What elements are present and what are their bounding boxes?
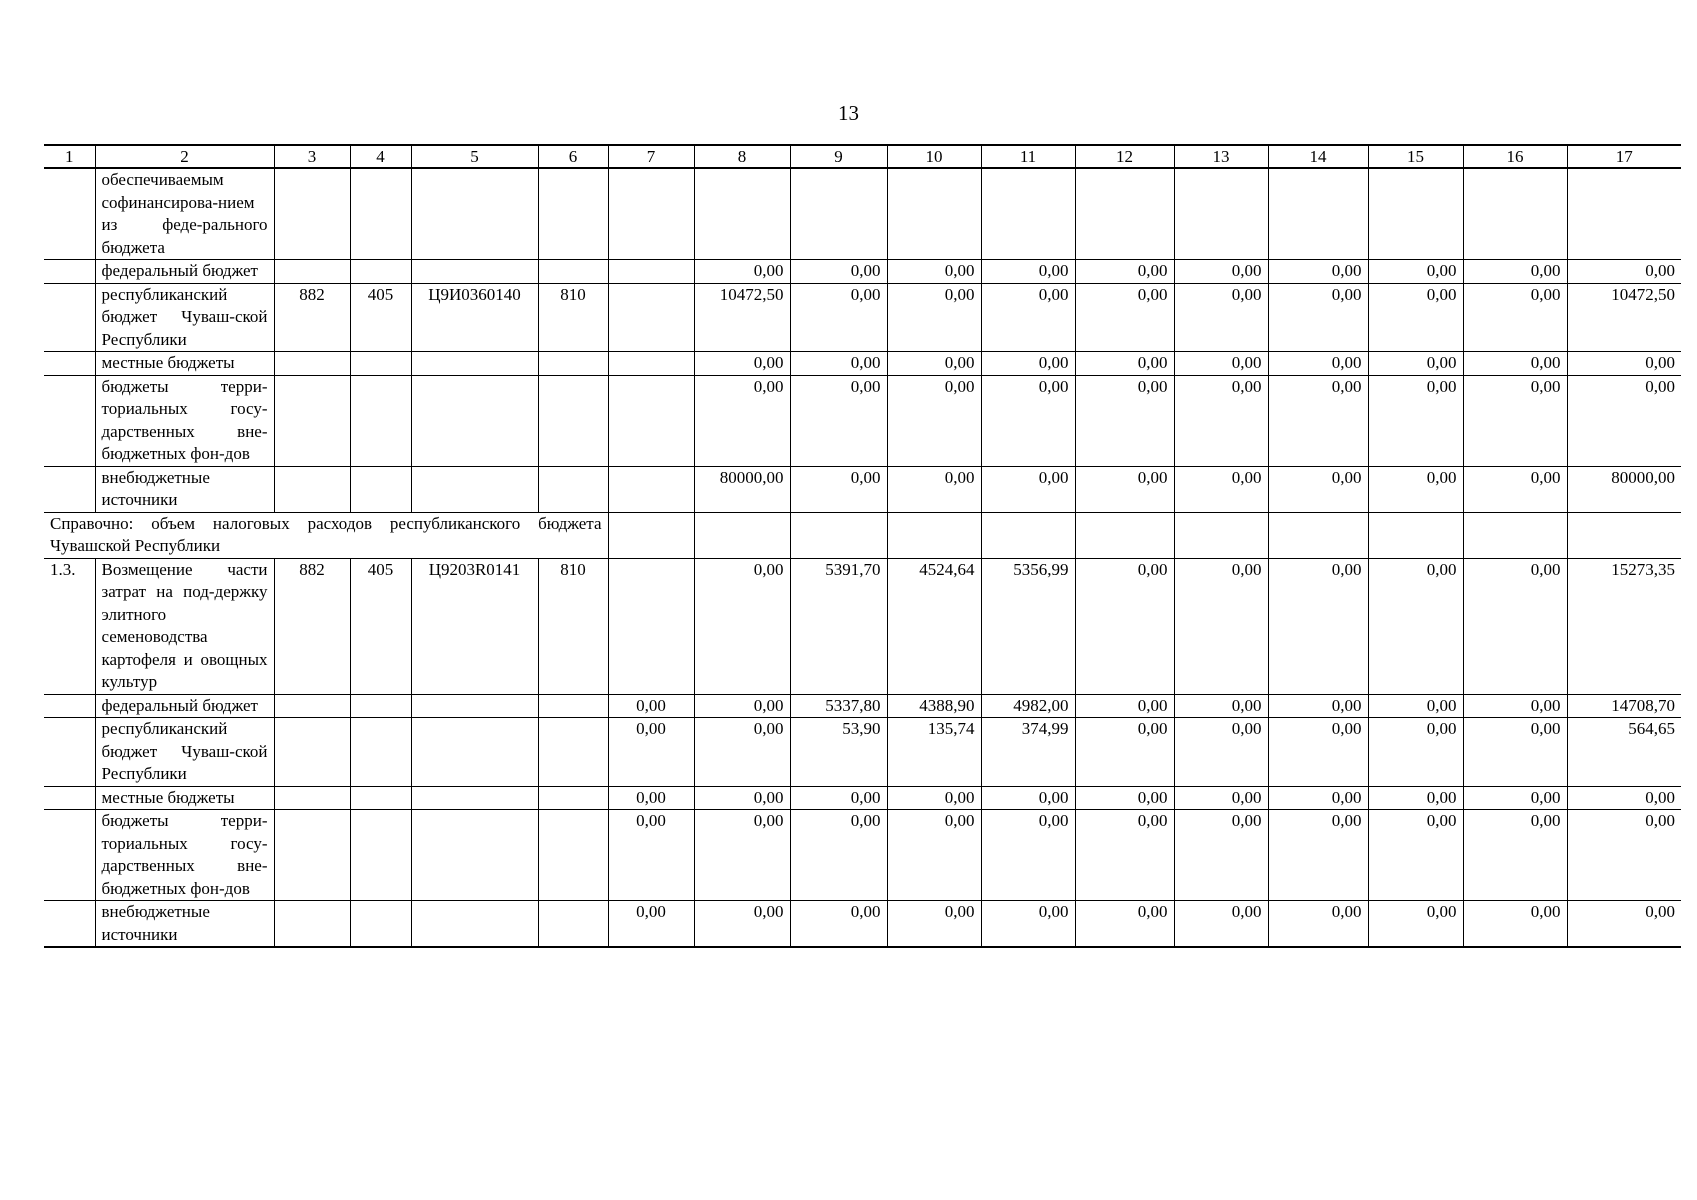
code-cell xyxy=(350,352,411,376)
value-cell: 0,00 xyxy=(1268,352,1368,376)
row-index-cell xyxy=(44,352,95,376)
value-cell: 0,00 xyxy=(608,786,694,810)
code-cell xyxy=(350,810,411,901)
value-cell: 0,00 xyxy=(981,352,1075,376)
value-cell: 0,00 xyxy=(1075,375,1174,466)
column-number-cell: 6 xyxy=(538,145,608,168)
value-cell xyxy=(1268,512,1368,558)
value-cell: 0,00 xyxy=(1463,375,1567,466)
value-cell: 0,00 xyxy=(1368,558,1463,694)
code-cell xyxy=(538,375,608,466)
row-index-cell xyxy=(44,718,95,787)
column-number-cell: 3 xyxy=(274,145,350,168)
value-cell: 4388,90 xyxy=(887,694,981,718)
value-cell xyxy=(1567,168,1681,260)
table-row xyxy=(44,283,1681,352)
value-cell xyxy=(887,512,981,558)
value-cell: 0,00 xyxy=(790,352,887,376)
row-description-cell: федеральный бюджет xyxy=(95,694,274,718)
value-cell: 0,00 xyxy=(1268,466,1368,512)
value-cell: 0,00 xyxy=(608,694,694,718)
value-cell: 0,00 xyxy=(887,901,981,948)
value-cell: 0,00 xyxy=(1174,466,1268,512)
value-cell: 0,00 xyxy=(887,375,981,466)
row-index-cell xyxy=(44,810,95,901)
code-cell: 882 xyxy=(274,283,350,352)
value-cell: 10472,50 xyxy=(1567,283,1681,352)
value-cell: 0,00 xyxy=(694,352,790,376)
reference-row xyxy=(44,512,1681,558)
code-cell xyxy=(538,901,608,948)
code-cell: Ц9И0360140 xyxy=(411,283,538,352)
value-cell: 0,00 xyxy=(1567,901,1681,948)
value-cell xyxy=(1268,168,1368,260)
value-cell xyxy=(608,352,694,376)
value-cell: 0,00 xyxy=(1075,901,1174,948)
value-cell: 0,00 xyxy=(1075,810,1174,901)
row-index-cell xyxy=(44,786,95,810)
column-number-cell: 15 xyxy=(1368,145,1463,168)
value-cell: 0,00 xyxy=(1368,694,1463,718)
value-cell: 0,00 xyxy=(981,260,1075,284)
value-cell xyxy=(790,168,887,260)
row-index-cell xyxy=(44,168,95,260)
value-cell: 0,00 xyxy=(1368,901,1463,948)
row-description-cell: федеральный бюджет xyxy=(95,260,274,284)
code-cell xyxy=(274,375,350,466)
value-cell: 0,00 xyxy=(1174,375,1268,466)
row-description-cell: бюджеты терри-ториальных госу-дарственных вне-бюджетных фон-дов xyxy=(95,810,274,901)
row-index-cell xyxy=(44,260,95,284)
value-cell: 0,00 xyxy=(1075,260,1174,284)
code-cell xyxy=(411,352,538,376)
value-cell: 564,65 xyxy=(1567,718,1681,787)
code-cell xyxy=(274,168,350,260)
value-cell: 0,00 xyxy=(1463,786,1567,810)
column-number-cell: 12 xyxy=(1075,145,1174,168)
code-cell xyxy=(274,352,350,376)
code-cell xyxy=(350,466,411,512)
value-cell: 0,00 xyxy=(887,786,981,810)
code-cell xyxy=(538,352,608,376)
value-cell: 0,00 xyxy=(1567,810,1681,901)
table-row xyxy=(44,375,1681,466)
value-cell xyxy=(790,512,887,558)
code-cell xyxy=(411,694,538,718)
value-cell xyxy=(608,512,694,558)
value-cell: 0,00 xyxy=(1268,810,1368,901)
value-cell: 0,00 xyxy=(1075,352,1174,376)
value-cell: 10472,50 xyxy=(694,283,790,352)
value-cell xyxy=(887,168,981,260)
code-cell xyxy=(411,375,538,466)
value-cell: 0,00 xyxy=(1268,558,1368,694)
code-cell xyxy=(274,260,350,284)
value-cell: 0,00 xyxy=(1174,901,1268,948)
column-number-cell: 17 xyxy=(1567,145,1681,168)
value-cell xyxy=(1463,168,1567,260)
code-cell xyxy=(274,694,350,718)
value-cell: 0,00 xyxy=(1368,718,1463,787)
value-cell xyxy=(1174,168,1268,260)
code-cell xyxy=(274,901,350,948)
value-cell: 0,00 xyxy=(1174,352,1268,376)
code-cell xyxy=(411,168,538,260)
table-row xyxy=(44,810,1681,901)
value-cell: 0,00 xyxy=(1075,694,1174,718)
value-cell: 0,00 xyxy=(981,466,1075,512)
code-cell xyxy=(350,260,411,284)
code-cell xyxy=(274,786,350,810)
value-cell: 0,00 xyxy=(1463,718,1567,787)
value-cell: 0,00 xyxy=(1368,352,1463,376)
value-cell: 14708,70 xyxy=(1567,694,1681,718)
value-cell xyxy=(608,375,694,466)
row-description-cell: республиканский бюджет Чуваш-ской Республики xyxy=(95,718,274,787)
table-row xyxy=(44,694,1681,718)
value-cell: 0,00 xyxy=(694,558,790,694)
value-cell: 0,00 xyxy=(1075,283,1174,352)
code-cell: 882 xyxy=(274,558,350,694)
column-number-row xyxy=(44,145,1681,168)
value-cell: 0,00 xyxy=(981,375,1075,466)
value-cell: 0,00 xyxy=(1368,260,1463,284)
value-cell: 0,00 xyxy=(1174,718,1268,787)
value-cell: 0,00 xyxy=(1463,558,1567,694)
value-cell: 0,00 xyxy=(887,283,981,352)
value-cell: 0,00 xyxy=(1463,260,1567,284)
row-index-cell xyxy=(44,901,95,948)
value-cell: 0,00 xyxy=(887,352,981,376)
value-cell: 15273,35 xyxy=(1567,558,1681,694)
code-cell xyxy=(538,466,608,512)
value-cell xyxy=(694,512,790,558)
value-cell: 0,00 xyxy=(1567,260,1681,284)
value-cell: 0,00 xyxy=(790,283,887,352)
code-cell xyxy=(274,466,350,512)
value-cell: 4982,00 xyxy=(981,694,1075,718)
column-number-cell: 10 xyxy=(887,145,981,168)
table-row xyxy=(44,901,1681,948)
code-cell xyxy=(274,810,350,901)
table-row xyxy=(44,260,1681,284)
value-cell: 0,00 xyxy=(1268,694,1368,718)
row-description-cell: местные бюджеты xyxy=(95,352,274,376)
value-cell: 0,00 xyxy=(694,375,790,466)
value-cell: 0,00 xyxy=(608,810,694,901)
table-row xyxy=(44,718,1681,787)
value-cell: 0,00 xyxy=(887,810,981,901)
value-cell: 0,00 xyxy=(694,901,790,948)
value-cell: 0,00 xyxy=(1268,901,1368,948)
value-cell: 0,00 xyxy=(1463,810,1567,901)
column-number-cell: 9 xyxy=(790,145,887,168)
value-cell: 0,00 xyxy=(694,694,790,718)
row-description-cell: бюджеты терри-ториальных госу-дарственных вне-бюджетных фон-дов xyxy=(95,375,274,466)
value-cell: 0,00 xyxy=(1567,375,1681,466)
value-cell: 5337,80 xyxy=(790,694,887,718)
value-cell: 0,00 xyxy=(790,786,887,810)
value-cell: 0,00 xyxy=(1268,283,1368,352)
value-cell: 5391,70 xyxy=(790,558,887,694)
value-cell: 0,00 xyxy=(790,260,887,284)
value-cell: 0,00 xyxy=(1463,283,1567,352)
code-cell: Ц9203R0141 xyxy=(411,558,538,694)
row-index-cell xyxy=(44,375,95,466)
code-cell xyxy=(411,466,538,512)
value-cell: 0,00 xyxy=(1368,786,1463,810)
value-cell: 0,00 xyxy=(1174,283,1268,352)
value-cell: 0,00 xyxy=(694,718,790,787)
value-cell: 0,00 xyxy=(1174,260,1268,284)
value-cell: 0,00 xyxy=(981,786,1075,810)
reference-text-cell: Справочно: объем налоговых расходов республиканского бюджета Чувашской Республики xyxy=(44,512,608,558)
value-cell: 0,00 xyxy=(608,901,694,948)
value-cell: 0,00 xyxy=(1174,786,1268,810)
code-cell xyxy=(350,168,411,260)
value-cell: 0,00 xyxy=(790,810,887,901)
code-cell xyxy=(350,718,411,787)
value-cell: 0,00 xyxy=(1075,466,1174,512)
value-cell xyxy=(694,168,790,260)
value-cell: 0,00 xyxy=(1567,352,1681,376)
code-cell xyxy=(411,260,538,284)
value-cell: 0,00 xyxy=(887,260,981,284)
column-number-cell: 1 xyxy=(44,145,95,168)
value-cell xyxy=(1463,512,1567,558)
code-cell xyxy=(350,901,411,948)
value-cell xyxy=(1075,168,1174,260)
code-cell xyxy=(538,810,608,901)
value-cell xyxy=(608,283,694,352)
code-cell: 405 xyxy=(350,558,411,694)
value-cell xyxy=(1368,168,1463,260)
value-cell xyxy=(1567,512,1681,558)
value-cell: 0,00 xyxy=(1268,260,1368,284)
column-number-cell: 16 xyxy=(1463,145,1567,168)
row-description-cell: внебюджетные источники xyxy=(95,466,274,512)
code-cell xyxy=(538,260,608,284)
value-cell: 80000,00 xyxy=(694,466,790,512)
code-cell xyxy=(350,375,411,466)
value-cell: 374,99 xyxy=(981,718,1075,787)
value-cell: 0,00 xyxy=(1368,810,1463,901)
value-cell: 0,00 xyxy=(1075,558,1174,694)
row-description-cell: Возмещение части затрат на под-держку элитного семеноводства картофеля и овощных культур xyxy=(95,558,274,694)
value-cell: 0,00 xyxy=(1075,786,1174,810)
value-cell: 0,00 xyxy=(1368,466,1463,512)
row-description-cell: внебюджетные источники xyxy=(95,901,274,948)
value-cell: 0,00 xyxy=(1174,694,1268,718)
code-cell xyxy=(350,786,411,810)
code-cell xyxy=(538,786,608,810)
value-cell: 0,00 xyxy=(1463,466,1567,512)
value-cell: 0,00 xyxy=(1268,718,1368,787)
table-row xyxy=(44,352,1681,376)
row-index-cell xyxy=(44,694,95,718)
value-cell: 0,00 xyxy=(1463,694,1567,718)
column-number-cell: 14 xyxy=(1268,145,1368,168)
value-cell: 0,00 xyxy=(1368,375,1463,466)
code-cell xyxy=(411,786,538,810)
code-cell xyxy=(274,718,350,787)
value-cell: 0,00 xyxy=(790,901,887,948)
value-cell xyxy=(608,260,694,284)
value-cell: 0,00 xyxy=(1368,283,1463,352)
column-number-cell: 8 xyxy=(694,145,790,168)
value-cell: 0,00 xyxy=(790,466,887,512)
value-cell xyxy=(981,512,1075,558)
value-cell xyxy=(981,168,1075,260)
value-cell: 5356,99 xyxy=(981,558,1075,694)
column-number-cell: 5 xyxy=(411,145,538,168)
column-number-cell: 2 xyxy=(95,145,274,168)
value-cell xyxy=(1174,512,1268,558)
value-cell: 0,00 xyxy=(1463,352,1567,376)
value-cell: 0,00 xyxy=(1174,558,1268,694)
value-cell: 0,00 xyxy=(694,810,790,901)
value-cell: 0,00 xyxy=(694,260,790,284)
column-number-cell: 13 xyxy=(1174,145,1268,168)
row-description-cell: местные бюджеты xyxy=(95,786,274,810)
value-cell: 0,00 xyxy=(981,810,1075,901)
value-cell: 0,00 xyxy=(1463,901,1567,948)
row-index-cell xyxy=(44,283,95,352)
value-cell xyxy=(1075,512,1174,558)
value-cell xyxy=(608,558,694,694)
value-cell: 0,00 xyxy=(1075,718,1174,787)
value-cell: 0,00 xyxy=(1174,810,1268,901)
value-cell: 135,74 xyxy=(887,718,981,787)
code-cell: 810 xyxy=(538,283,608,352)
value-cell: 0,00 xyxy=(1268,786,1368,810)
value-cell: 53,90 xyxy=(790,718,887,787)
code-cell: 810 xyxy=(538,558,608,694)
column-number-cell: 4 xyxy=(350,145,411,168)
row-description-cell: обеспечиваемым софинансирова-нием из феде-рального бюджета xyxy=(95,168,274,260)
code-cell xyxy=(538,694,608,718)
value-cell: 0,00 xyxy=(1567,786,1681,810)
value-cell: 0,00 xyxy=(1268,375,1368,466)
column-number-cell: 11 xyxy=(981,145,1075,168)
table-row xyxy=(44,558,1681,694)
code-cell xyxy=(411,718,538,787)
code-cell xyxy=(411,810,538,901)
row-index-cell: 1.3. xyxy=(44,558,95,694)
value-cell xyxy=(608,466,694,512)
value-cell: 0,00 xyxy=(887,466,981,512)
value-cell xyxy=(608,168,694,260)
value-cell xyxy=(1368,512,1463,558)
code-cell xyxy=(538,168,608,260)
code-cell: 405 xyxy=(350,283,411,352)
budget-table xyxy=(44,144,1681,948)
value-cell: 4524,64 xyxy=(887,558,981,694)
value-cell: 0,00 xyxy=(981,283,1075,352)
value-cell: 80000,00 xyxy=(1567,466,1681,512)
code-cell xyxy=(411,901,538,948)
code-cell xyxy=(538,718,608,787)
value-cell: 0,00 xyxy=(608,718,694,787)
value-cell: 0,00 xyxy=(790,375,887,466)
table-row xyxy=(44,786,1681,810)
code-cell xyxy=(350,694,411,718)
row-index-cell xyxy=(44,466,95,512)
value-cell: 0,00 xyxy=(981,901,1075,948)
page-number: 13 xyxy=(838,101,859,125)
value-cell: 0,00 xyxy=(694,786,790,810)
table-row xyxy=(44,466,1681,512)
column-number-cell: 7 xyxy=(608,145,694,168)
table-row xyxy=(44,168,1681,260)
row-description-cell: республиканский бюджет Чуваш-ской Республики xyxy=(95,283,274,352)
